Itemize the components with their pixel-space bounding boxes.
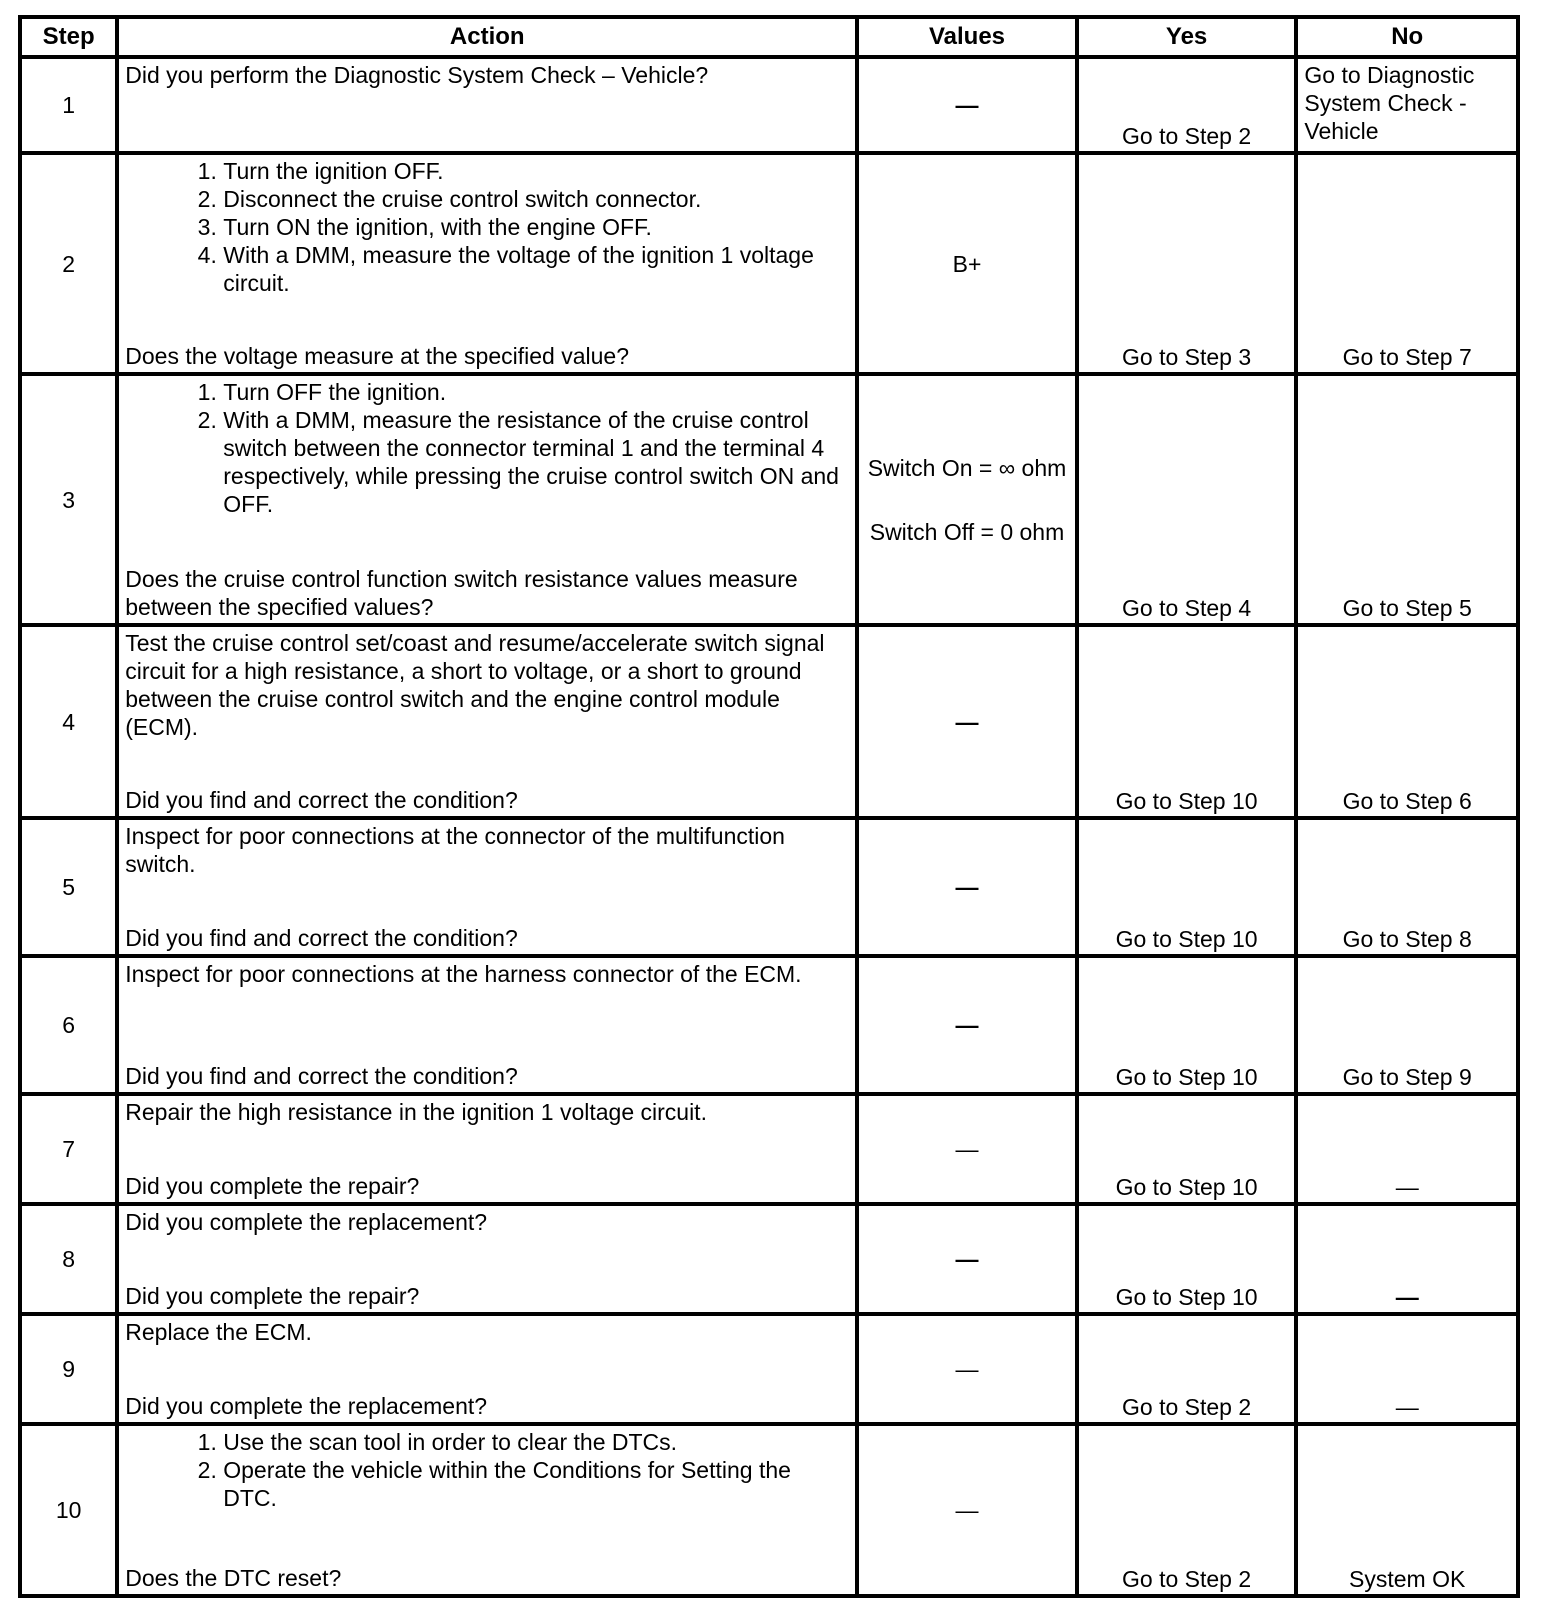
action-steps bbox=[125, 1428, 849, 1512]
action-question: Did you find and correct the condition? bbox=[125, 1063, 518, 1089]
action-text: Replace the ECM. bbox=[125, 1319, 312, 1345]
yes-cell: Go to Step 4 bbox=[1077, 374, 1297, 625]
table-row bbox=[20, 57, 1518, 153]
yes-cell: Go to Step 2 bbox=[1077, 1424, 1297, 1596]
no-cell: Go to Diagnostic System Check - Vehicle bbox=[1296, 57, 1518, 153]
action-question: Did you find and correct the condition? bbox=[125, 787, 518, 813]
yes-cell: Go to Step 10 bbox=[1077, 956, 1297, 1094]
action-question: Did you find and correct the condition? bbox=[125, 925, 518, 951]
values-cell: — bbox=[857, 818, 1077, 956]
diagnostic-table bbox=[18, 15, 1520, 1598]
table-row bbox=[20, 1314, 1518, 1424]
action-cell bbox=[117, 57, 857, 153]
no-cell: Go to Step 7 bbox=[1296, 153, 1518, 374]
step-number: 10 bbox=[20, 1424, 117, 1596]
values-cell: — bbox=[857, 57, 1077, 153]
header-yes: Yes bbox=[1077, 17, 1297, 57]
no-cell: Go to Step 9 bbox=[1296, 956, 1518, 1094]
step-number: 3 bbox=[20, 374, 117, 625]
yes-cell: Go to Step 2 bbox=[1077, 57, 1297, 153]
action-step-item: 3. Turn ON the ignition, with the engine OFF. bbox=[223, 213, 849, 241]
action-cell bbox=[117, 1424, 857, 1596]
yes-cell: Go to Step 3 bbox=[1077, 153, 1297, 374]
step-number: 1 bbox=[20, 57, 117, 153]
table-row bbox=[20, 153, 1518, 374]
action-step-item: 2. Disconnect the cruise control switch connector. bbox=[223, 185, 849, 213]
table-row bbox=[20, 1094, 1518, 1204]
table-row bbox=[20, 1424, 1518, 1596]
no-cell: Go to Step 5 bbox=[1296, 374, 1518, 625]
action-cell bbox=[117, 1314, 857, 1424]
action-cell bbox=[117, 818, 857, 956]
action-question: Does the DTC reset? bbox=[125, 1565, 342, 1591]
action-step-item: 1. Turn the ignition OFF. bbox=[223, 157, 849, 185]
action-cell bbox=[117, 153, 857, 374]
values-cell: — bbox=[857, 1314, 1077, 1424]
action-text: Inspect for poor connections at the harness connector of the ECM. bbox=[125, 961, 802, 987]
action-text: Test the cruise control set/coast and resume/accelerate switch signal circuit for a high resistance, a short to voltage, or a short to ground between the cruise control switch and the engine control module (ECM). bbox=[125, 630, 825, 740]
action-text: Did you perform the Diagnostic System Check – Vehicle? bbox=[125, 62, 709, 88]
no-cell: — bbox=[1296, 1314, 1518, 1424]
action-question: Does the voltage measure at the specified value? bbox=[125, 343, 630, 369]
header-action: Action bbox=[117, 17, 857, 57]
action-question: Did you complete the repair? bbox=[125, 1173, 420, 1199]
action-step-item: 1. Use the scan tool in order to clear the DTCs. bbox=[223, 1428, 849, 1456]
yes-cell: Go to Step 10 bbox=[1077, 625, 1297, 818]
values-cell: — bbox=[857, 625, 1077, 818]
table-row bbox=[20, 1204, 1518, 1314]
action-question: Did you complete the replacement? bbox=[125, 1393, 488, 1419]
header-step: Step bbox=[20, 17, 117, 57]
step-number: 6 bbox=[20, 956, 117, 1094]
values-cell: B+ bbox=[857, 153, 1077, 374]
action-cell bbox=[117, 1204, 857, 1314]
action-text: Did you complete the replacement? bbox=[125, 1209, 488, 1235]
table-row bbox=[20, 818, 1518, 956]
yes-cell: Go to Step 10 bbox=[1077, 1094, 1297, 1204]
action-cell bbox=[117, 625, 857, 818]
header-no: No bbox=[1296, 17, 1518, 57]
no-cell: — bbox=[1296, 1204, 1518, 1314]
yes-cell: Go to Step 2 bbox=[1077, 1314, 1297, 1424]
header-values: Values bbox=[857, 17, 1077, 57]
step-number: 4 bbox=[20, 625, 117, 818]
action-text: Inspect for poor connections at the connector of the multifunction switch. bbox=[125, 823, 785, 877]
step-number: 2 bbox=[20, 153, 117, 374]
table-row bbox=[20, 956, 1518, 1094]
values-cell: — bbox=[857, 956, 1077, 1094]
table-row bbox=[20, 625, 1518, 818]
step-number: 9 bbox=[20, 1314, 117, 1424]
no-cell: Go to Step 6 bbox=[1296, 625, 1518, 818]
step-number: 5 bbox=[20, 818, 117, 956]
table-row bbox=[20, 374, 1518, 625]
no-cell: — bbox=[1296, 1094, 1518, 1204]
action-step-item: 1. Turn OFF the ignition. bbox=[223, 378, 849, 406]
step-number: 8 bbox=[20, 1204, 117, 1314]
header-row bbox=[20, 17, 1518, 57]
value-switch-on: Switch On = ∞ ohm bbox=[867, 454, 1067, 481]
step-number: 7 bbox=[20, 1094, 117, 1204]
action-cell bbox=[117, 1094, 857, 1204]
action-text: Repair the high resistance in the ignition 1 voltage circuit. bbox=[125, 1099, 707, 1125]
values-cell: — bbox=[857, 1094, 1077, 1204]
no-cell: System OK bbox=[1296, 1424, 1518, 1596]
action-step-item: 4. With a DMM, measure the voltage of the ignition 1 voltage circuit. bbox=[223, 241, 849, 297]
action-steps bbox=[125, 157, 849, 297]
action-question: Does the cruise control function switch resistance values measure between the specified values? bbox=[125, 566, 798, 620]
action-question: Did you complete the repair? bbox=[125, 1283, 420, 1309]
action-cell bbox=[117, 374, 857, 625]
yes-cell: Go to Step 10 bbox=[1077, 818, 1297, 956]
yes-cell: Go to Step 10 bbox=[1077, 1204, 1297, 1314]
action-steps bbox=[125, 378, 849, 518]
action-step-item: 2. With a DMM, measure the resistance of the cruise control switch between the connector terminal 1 and the terminal 4 respectively, while pressing the cruise control switch ON and OFF. bbox=[223, 406, 849, 518]
values-cell: — bbox=[857, 1424, 1077, 1596]
action-step-item: 2. Operate the vehicle within the Conditions for Setting the DTC. bbox=[223, 1456, 849, 1512]
action-cell bbox=[117, 956, 857, 1094]
values-cell: — bbox=[857, 1204, 1077, 1314]
values-cell bbox=[857, 374, 1077, 625]
no-cell: Go to Step 8 bbox=[1296, 818, 1518, 956]
value-switch-off: Switch Off = 0 ohm bbox=[869, 518, 1065, 545]
